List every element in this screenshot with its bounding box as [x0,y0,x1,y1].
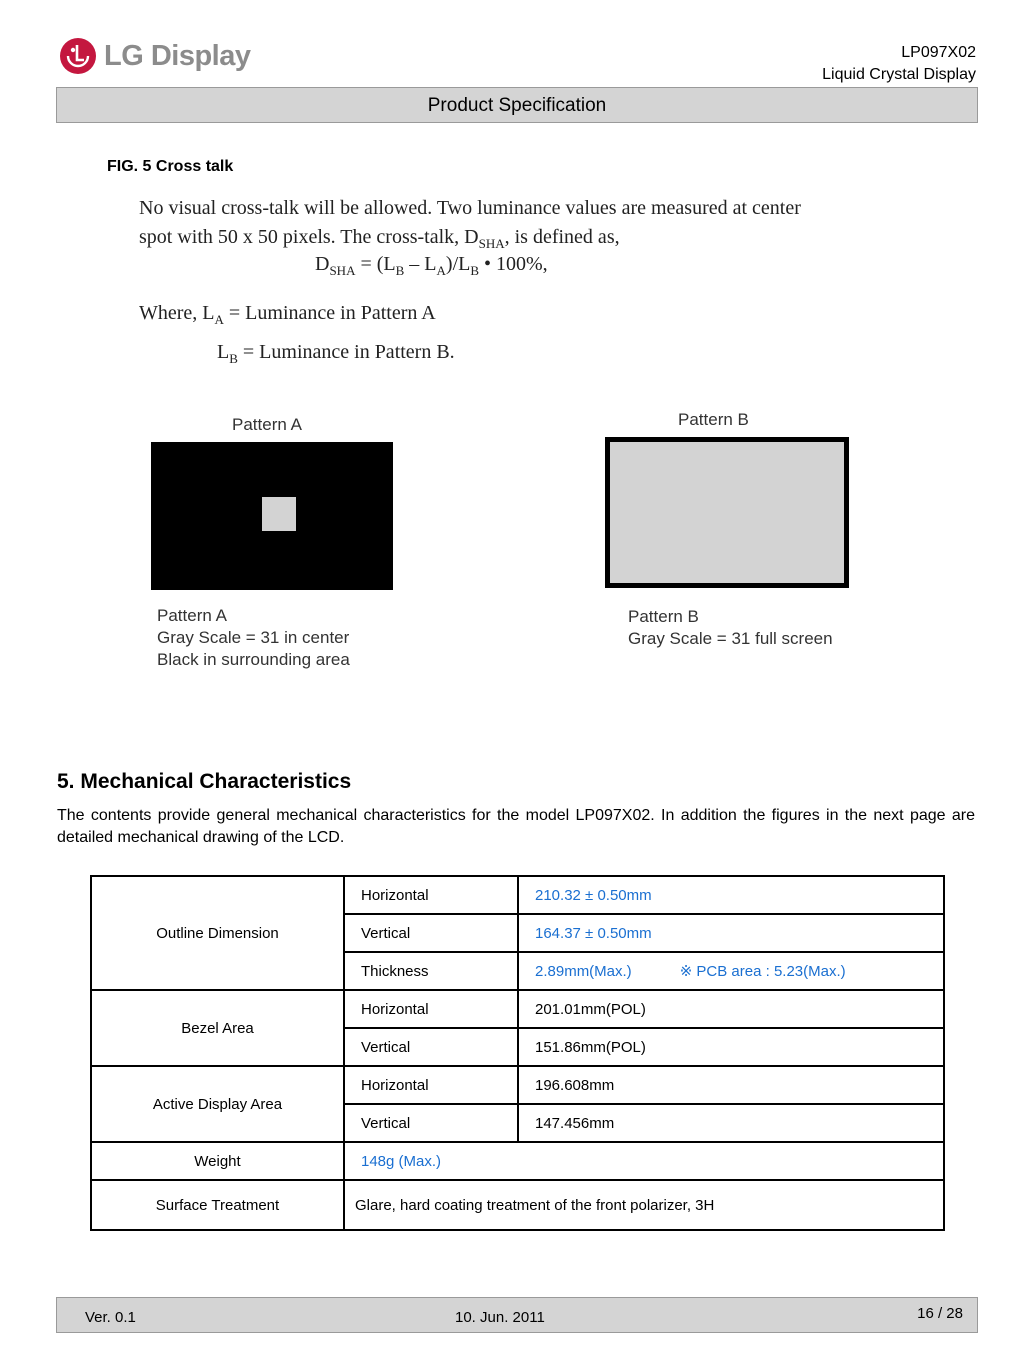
sub-label: Horizontal [344,1066,518,1104]
pattern-b-description: Pattern B Gray Scale = 31 full screen [628,607,833,648]
bezel-area-label: Bezel Area [91,990,344,1066]
value-cell: 210.32 ± 0.50mm [518,876,944,914]
sub-label: Horizontal [344,876,518,914]
lg-display-logo [60,36,270,78]
value-cell: 2.89mm(Max.) ※ PCB area : 5.23(Max.) [518,952,944,990]
pattern-a-label: Pattern A [232,415,302,434]
product-type: Liquid Crystal Display [822,66,976,83]
model-number: LP097X02 [901,44,976,61]
pattern-a-description: Pattern A Gray Scale = 31 in center Black in surrounding area [157,606,350,669]
section-paragraph: The contents provide general mechanical characteristics for the model LP097X02. In addition the figures in the next page are detailed mechanical drawing of the LCD. [57,807,975,846]
sub-label: Vertical [344,1028,518,1066]
sub-label: Horizontal [344,990,518,1028]
sub-label: Vertical [344,914,518,952]
weight-label: Weight [91,1142,344,1180]
value-cell: 164.37 ± 0.50mm [518,914,944,952]
active-display-area-label: Active Display Area [91,1066,344,1142]
value-cell: 201.01mm(POL) [518,990,944,1028]
value-cell: 147.456mm [518,1104,944,1142]
where-la: Where, $L_A$ = Luminance in Pattern A [139,302,436,327]
weight-value: 148g (Max.) [344,1142,944,1180]
footer-bar [56,1297,978,1333]
table-row [91,990,944,1028]
pattern-b-label: Pattern B [678,410,749,429]
table-row [91,876,944,914]
where-lb: $L_B$ = Luminance in Pattern B. [217,341,455,366]
crosstalk-line-2: spot with 50 x 50 pixels. The cross-talk, $D_{SHA}$, is defined as, [139,226,620,251]
date: 10. Jun. 2011 [455,1309,545,1326]
logo-wordmark: LG Display [104,40,251,72]
sub-label: Thickness [344,952,518,990]
pcb-note: ※ PCB area : 5.23(Max.) [679,963,846,980]
table-row [91,1180,944,1230]
page-number: 16 / 28 [917,1305,963,1322]
pattern-b-image [605,437,849,588]
value-cell: 151.86mm(POL) [518,1028,944,1066]
crosstalk-line-1: No visual cross-talk will be allowed. Two luminance values are measured at center [139,197,801,219]
header-model-info [822,42,976,86]
product-spec-bar: Product Specification [56,87,978,123]
lg-face-icon [60,38,96,74]
value-cell: 196.608mm [518,1066,944,1104]
crosstalk-formula: $D_{SHA} = (L_B - L_A)/L_B$ • 100%, [315,253,548,278]
figure-title: FIG. 5 Cross talk [107,158,234,175]
surface-treatment-value: Glare, hard coating treatment of the front polarizer, 3H [344,1180,944,1230]
mechanical-table [90,875,945,1231]
surface-treatment-label: Surface Treatment [91,1180,344,1230]
version: Ver. 0.1 [85,1309,136,1326]
section-title: 5. Mechanical Characteristics [57,770,352,793]
table-row [91,1066,944,1104]
sub-label: Vertical [344,1104,518,1142]
pattern-a-center-spot [262,497,296,531]
outline-dimension-label: Outline Dimension [91,876,344,990]
table-row [91,1142,944,1180]
